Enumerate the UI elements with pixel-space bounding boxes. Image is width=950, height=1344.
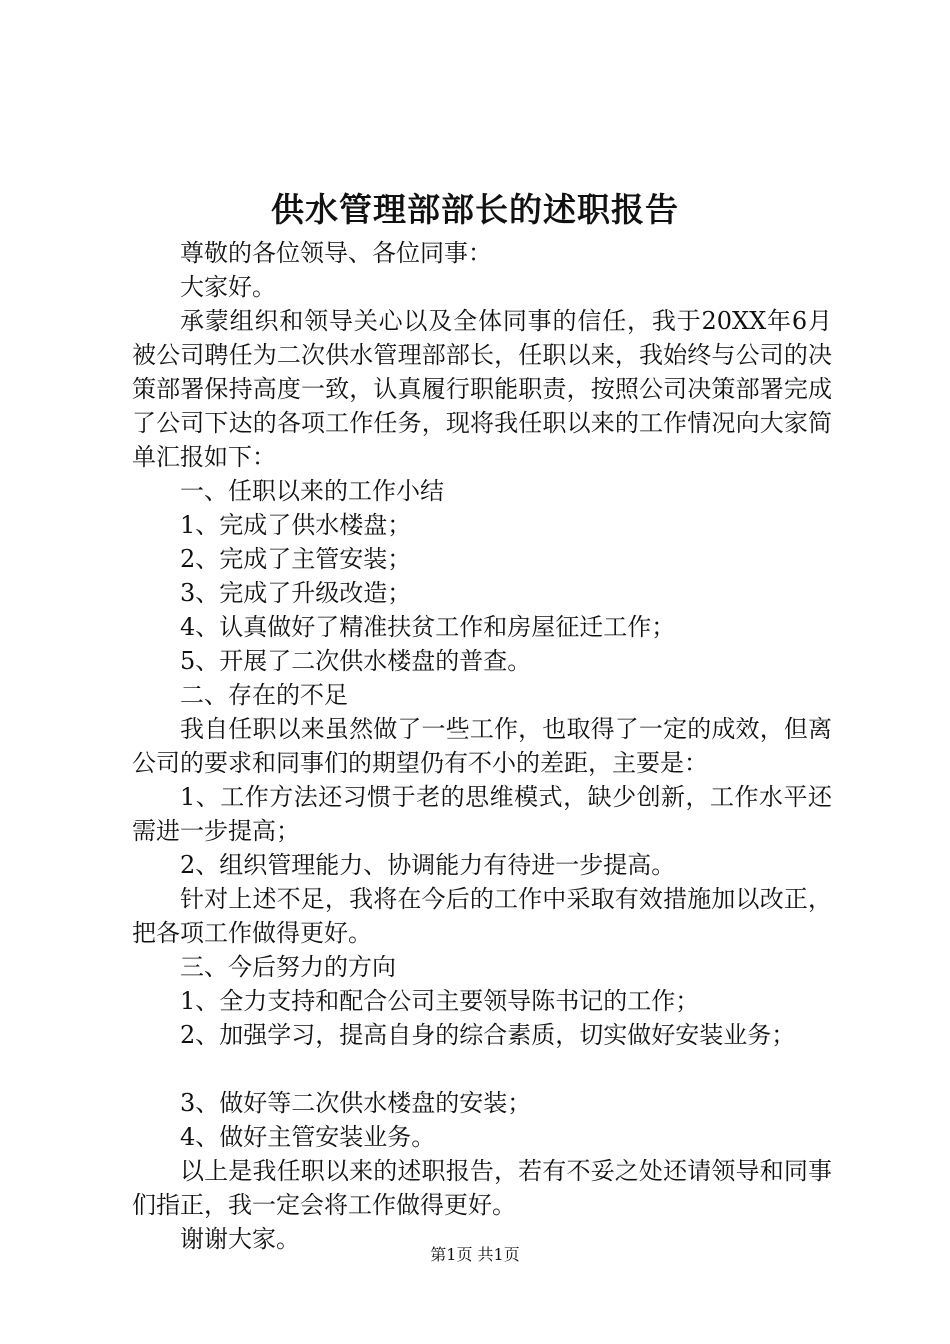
closing-paragraph: 以上是我任职以来的述职报告，若有不妥之处还请领导和同事们指正，我一定会将工作做得更好。: [132, 1157, 832, 1219]
summary-item: 1、完成了供水楼盘；: [180, 511, 412, 539]
shortcoming-item: 1、工作方法还习惯于老的思维模式，缺少创新，工作水平还需进一步提高；: [132, 783, 832, 845]
direction-item: 3、做好等二次供水楼盘的安装；: [180, 1089, 532, 1117]
summary-item: 3、完成了升级改造；: [180, 579, 412, 607]
document-body: [132, 236, 832, 1256]
summary-item: 5、开展了二次供水楼盘的普查。: [180, 647, 532, 675]
blank-line: [132, 1052, 832, 1086]
greeting: 尊敬的各位领导、各位同事：: [180, 239, 492, 267]
section-heading-summary: 一、任职以来的工作小结: [180, 477, 444, 505]
summary-item: 2、完成了主管安装；: [180, 545, 412, 573]
summary-item: 4、认真做好了精准扶贫工作和房屋征迁工作；: [180, 613, 676, 641]
section-heading-shortcomings: 二、存在的不足: [180, 681, 348, 709]
salutation: 大家好。: [180, 273, 276, 301]
improvement-paragraph: 针对上述不足，我将在今后的工作中采取有效措施加以改正，把各项工作做得更好。: [132, 885, 832, 947]
direction-item: 1、全力支持和配合公司主要领导陈书记的工作；: [180, 987, 700, 1015]
document-title: 供水管理部部长的述职报告: [271, 190, 679, 229]
thanks-line: 谢谢大家。: [180, 1225, 300, 1253]
intro-paragraph: 承蒙组织和领导关心以及全体同事的信任，我于20XX年6月被公司聘任为二次供水管理部部长，任职以来，我始终与公司的决策部署保持高度一致，认真履行职能职责，按照公司决策部署完成了公司下达的各项工作任务，现将我任职以来的工作情况向大家简单汇报如下：: [132, 307, 832, 471]
direction-item: 2、加强学习，提高自身的综合素质，切实做好安装业务；: [180, 1021, 796, 1049]
shortcoming-item: 2、组织管理能力、协调能力有待进一步提高。: [180, 851, 676, 879]
direction-item: 4、做好主管安装业务。: [180, 1123, 436, 1151]
shortcomings-paragraph: 我自任职以来虽然做了一些工作，也取得了一定的成效，但离公司的要求和同事们的期望仍有不小的差距，主要是：: [132, 715, 832, 777]
section-heading-direction: 三、今后努力的方向: [180, 953, 396, 981]
page-footer: 第1页 共1页: [430, 1245, 520, 1264]
